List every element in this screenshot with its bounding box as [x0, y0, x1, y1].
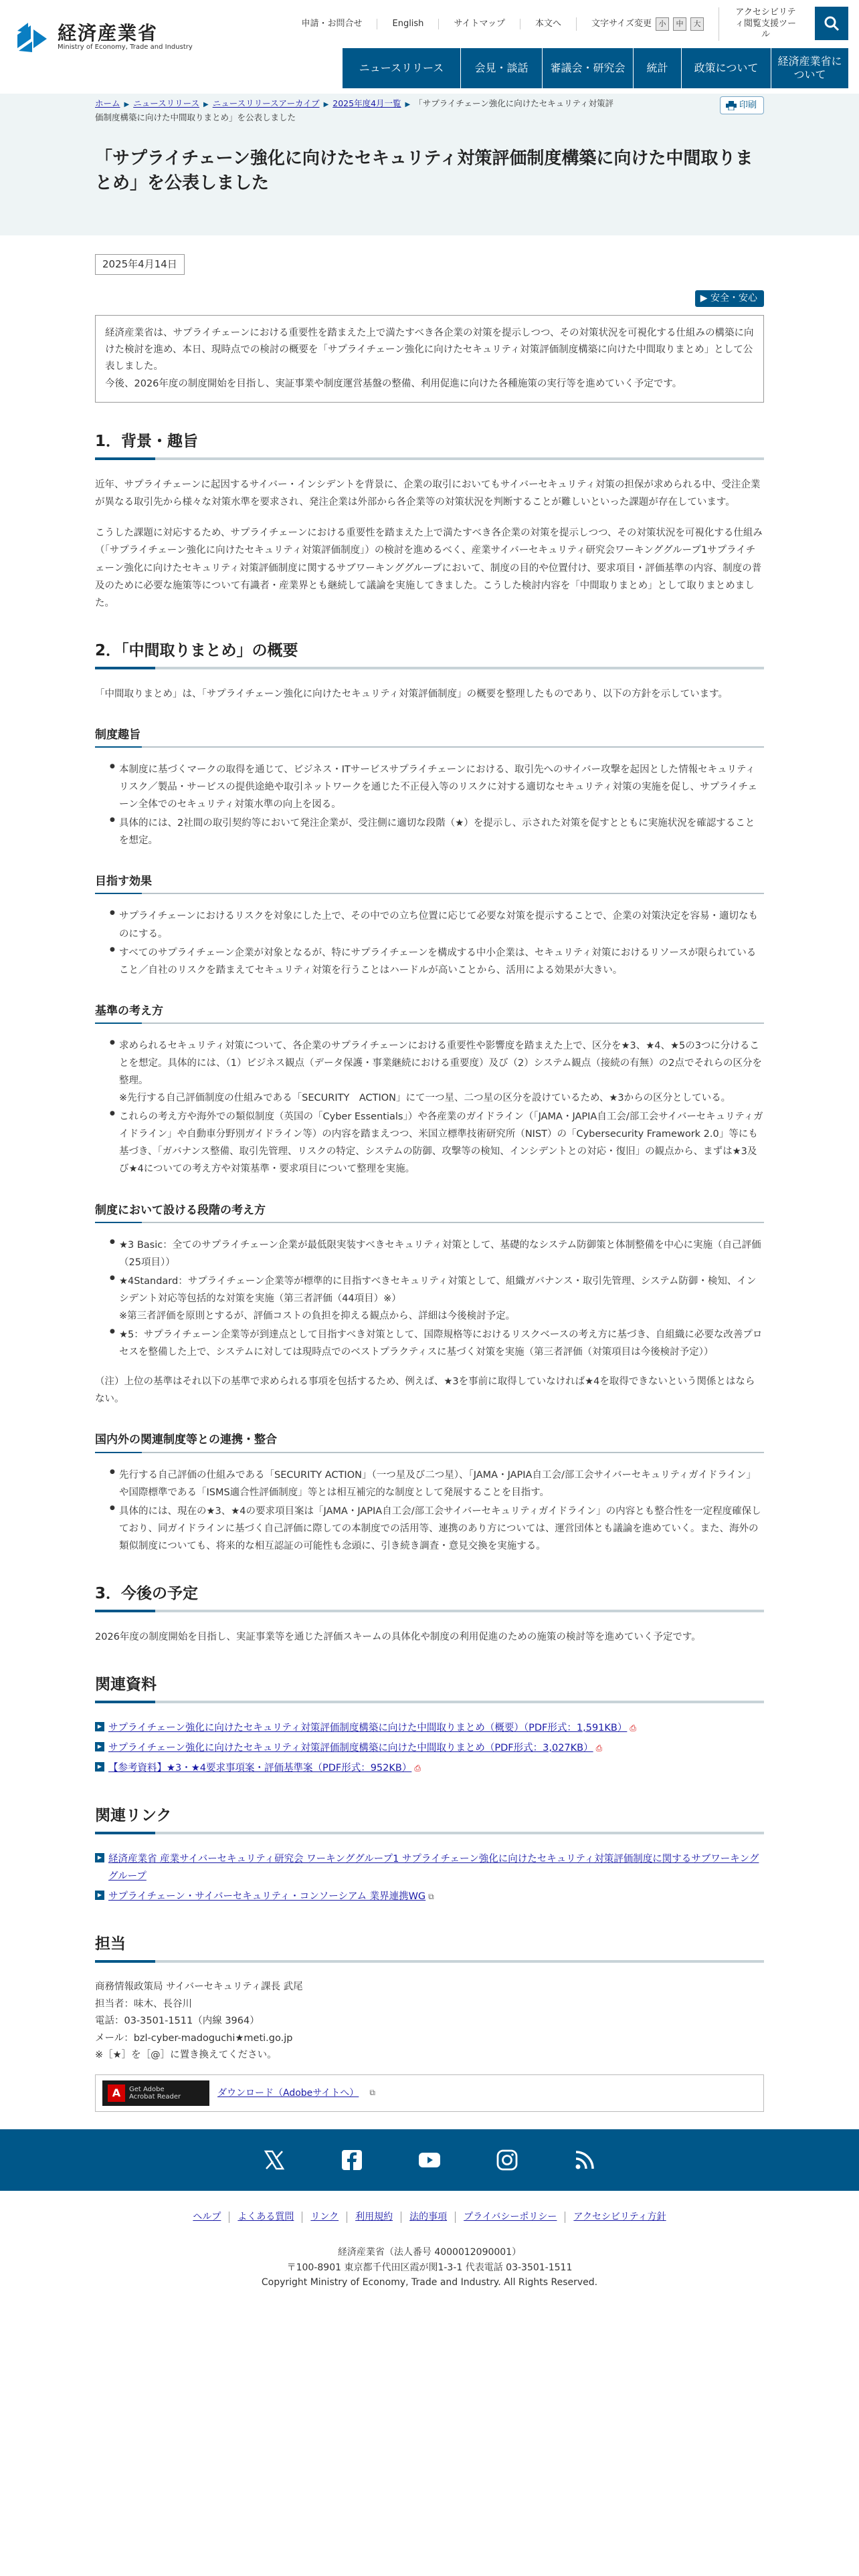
schedule-paragraph: 2026年度の制度開始を目指し、実証事業等を通じた評価スキームの具体化や制度の利用促進のための施策の検討等を進めていく予定です。 — [95, 1631, 701, 1642]
list-item: ● 本制度に基づくマークの取得を通じて、ビジネス・ITサービスサプライチェーンにおける、取引先へのサイバー攻撃を起因とした情報セキュリティリスク／製品・サービスの提供途絶や取引ネットワークを通じた不正侵入等のリスクに対する適切なセキュリティ対策の実施を促し、サプライチェーン全体でのセキュリティ対策水準の向上を図る。 — [110, 761, 764, 813]
effects-list — [110, 907, 764, 978]
footer-copyright: Copyright Ministry of Economy, Trade and Industry. All Rights Reserved. — [261, 2277, 598, 2288]
main-content — [95, 235, 764, 2112]
summary-box — [95, 315, 764, 403]
print-button[interactable] — [720, 96, 764, 114]
badge-line-1: Get Adobe — [129, 2086, 165, 2094]
nav-councils[interactable]: 審議会・研究会 — [542, 48, 633, 88]
rss-icon[interactable] — [573, 2149, 596, 2171]
font-size-label: 文字サイズ変更 — [591, 18, 652, 29]
list-item: ● 具体的には、2社間の取引契約等において発注企業が、受注側に適切な段階（★）を提示し、示された対策を促すとともに実施状況を確認することを想定。 — [110, 815, 764, 849]
printer-icon — [726, 101, 737, 110]
footer-link-terms[interactable]: 利用規約 — [355, 2212, 393, 2223]
contact-info — [95, 1979, 764, 2064]
related-link-consortium[interactable]: サプライチェーン・サイバーセキュリティ・コンソーシアム 業界連携WG — [108, 1891, 426, 1903]
background-paragraph-1: 近年、サプライチェーンに起因するサイバー・インシデントを背景に、企業の取引においてもサイバーセキュリティ対策の担保が求められる中、受注企業が異なる取引先から様々な対策水準を要求され、発注企業は外部から各企業等の対策状況を判断することが難しいといった課題が存在しています。 — [95, 479, 761, 508]
site-logo[interactable] — [13, 19, 193, 56]
footer-address: 〒100-8901 東京都千代田区霞が関1-3-1 代表電話 03-3501-1511 — [286, 2262, 573, 2273]
font-size-medium-button[interactable]: 中 — [673, 17, 686, 31]
list-item — [95, 1888, 764, 1905]
breadcrumb-separator-icon: ▶ — [405, 101, 411, 108]
footer-info — [0, 2245, 859, 2290]
sns-bar — [0, 2129, 859, 2191]
subheading-effects: 目指す効果 — [95, 872, 764, 894]
section-heading-related-docs: 関連資料 — [95, 1673, 764, 1703]
footer-link-links[interactable]: リンク — [310, 2212, 339, 2223]
util-link-sitemap[interactable]: サイトマップ — [438, 19, 520, 30]
title-area — [0, 94, 859, 235]
publish-date: 2025年4月14日 — [95, 254, 185, 275]
footer-link-legal[interactable]: 法的事項 — [409, 2212, 448, 2223]
badge-line-2: Acrobat Reader — [129, 2093, 181, 2101]
doc-link-summary-pdf[interactable]: サプライチェーン強化に向けたセキュリティ対策評価制度構築に向けた中間取りまとめ（概要）（PDF形式：1,591KB） — [108, 1722, 628, 1733]
related-links-list — [95, 1850, 764, 1905]
util-link-english[interactable]: English — [377, 19, 438, 30]
levels-list — [110, 1237, 764, 1362]
accessibility-tool-link[interactable]: アクセシビリティ閲覧支援ツール — [719, 7, 812, 41]
list-item: ● ★5：サプライチェーン企業等が到達点として目指すべき対策として、国際規格等におけるリスクベースの考え方に基づき、自組織に必要な改善プロセスを整備した上で、システムに対しては現時点でのベストプラクティスに基づく対策を実施（第三者評価（対策項目は今後検討予定）） — [110, 1326, 764, 1361]
external-link-icon: ⧉ — [369, 2088, 375, 2098]
logo-text-jp: 経済産業省 — [58, 21, 159, 44]
contact-persons: 担当者：味木、長谷川 — [95, 1998, 192, 2010]
search-icon — [824, 15, 840, 31]
list-item — [95, 1739, 764, 1757]
breadcrumb-april-list[interactable]: 2025年度4月一覧 — [332, 98, 401, 108]
related-docs-list — [95, 1719, 764, 1777]
list-item — [95, 1850, 764, 1885]
list-item: ● 具体的には、現在の★3、★4の要求項目案は「JAMA・JAPIA自工会/部工会サイバーセキュリティガイドライン」の内容とも整合性を一定程度確保しており、同ガイドラインに基づく自己評価に際しての本制度での活用等、連携のあり方については、運営団体とも議論を進めていく。また、海外の類似制度についても、将来的な相互認証の可能性も念頭に、引き続き調査・意見交換を実施する。 — [110, 1503, 764, 1555]
section-heading-schedule: 3．今後の予定 — [95, 1582, 764, 1612]
subheading-levels: 制度において設ける段階の考え方 — [95, 1201, 764, 1223]
contact-department: 商務情報政策局 サイバーセキュリティ課長 武尾 — [95, 1981, 303, 1993]
list-item: ● これらの考え方や海外での類似制度（英国の「Cyber Essentials」）や各産業のガイドライン（「JAMA・JAPIA自工会/部工会サイバーセキュリティガイドライン」や自動車分野別ガイドライン等）の内容を踏まえつつ、米国立標準技術研究所（NIST）の「Cybersecurity Framework 2.0」等にも基づき、「ガバナンス整備、取引先管理、リスクの特定、システムの防御、攻撃等の検知、インシデントとの対応・復旧」の観点から、まずは★3及び★4についての考え方や対策基準・要求項目について整理を実施。 — [110, 1108, 764, 1178]
contact-phone: 電話：03-3501-1511（内線 3964） — [95, 2016, 260, 2027]
list-item — [95, 1759, 764, 1777]
doc-link-reference-pdf[interactable]: 【参考資料】★3・★4要求事項案・評価基準案（PDF形式：952KB） — [108, 1763, 412, 1774]
footer-link-accessibility[interactable]: アクセシビリティ方針 — [573, 2212, 666, 2223]
levels-note: （注）上位の基準はそれ以下の基準で求められる事項を包括するため、例えば、★3を事前に取得していなければ★4を取得できないという関係とはならない。 — [95, 1376, 755, 1405]
external-link-icon: ⧉ — [428, 1892, 434, 1902]
footer-link-help[interactable]: ヘルプ — [193, 2212, 221, 2223]
breadcrumb — [95, 96, 617, 125]
util-link-contact[interactable]: 申請・お問合せ — [301, 18, 363, 29]
section-heading-contact: 担当 — [95, 1932, 764, 1963]
list-item: ● 先行する自己評価の仕組みである「SECURITY ACTION」（一つ星及び二つ星）、「JAMA・JAPIA自工会/部工会サイバーセキュリティガイドライン」や国際標準である「ISMS適合性評価制度」等とは相互補完的な制度として発展することを目指す。 — [110, 1467, 764, 1501]
global-nav — [343, 48, 848, 88]
footer-links — [0, 2210, 859, 2225]
nav-press-conference[interactable]: 会見・談話 — [460, 48, 542, 88]
util-link-skip-to-content[interactable]: 本文へ — [520, 19, 576, 30]
site-header — [0, 0, 859, 94]
pdf-icon: ⎙ — [630, 1723, 636, 1733]
subheading-coordination: 国内外の関連制度等との連携・整合 — [95, 1430, 764, 1453]
section-heading-related-links: 関連リンク — [95, 1804, 764, 1834]
breadcrumb-separator-icon: ▶ — [203, 101, 209, 108]
contact-email-note: ※［★］を［@］に置き換えてください。 — [95, 2049, 277, 2060]
triangle-right-icon: ▶ — [700, 292, 710, 304]
purpose-list — [110, 761, 764, 849]
category-tag-safety[interactable] — [695, 290, 764, 307]
section-heading-overview: 2．「中間取りまとめ」の概要 — [95, 639, 764, 669]
footer-org: 経済産業省（法人番号 4000012090001） — [337, 2247, 522, 2258]
list-item: ● すべてのサプライチェーン企業が対象となるが、特にサプライチェーンを構成する中小企業は、セキュリティ対策におけるリソースが限られていること／自社のリスクを踏まえてセキュリティ対策を行うことはハードルが高いことから、活用による効果が大きい。 — [110, 944, 764, 979]
adobe-download-link[interactable]: ダウンロード（Adobeサイトへ） — [217, 2087, 359, 2099]
nav-statistics[interactable]: 統計 — [633, 48, 681, 88]
breadcrumb-home[interactable]: ホーム — [95, 98, 120, 108]
breadcrumb-separator-icon: ▶ — [323, 101, 329, 108]
list-item: ● サプライチェーンにおけるリスクを対象にした上で、その中での立ち位置に応じて必要な対策を提示することで、企業の対策決定を容易・適切なものにする。 — [110, 907, 764, 942]
list-item: ● 求められるセキュリティ対策について、各企業のサプライチェーンにおける重要性や影響度を踏まえた上で、区分を★3、★4、★5の3つに分けることを想定。具体的には、（1）ビジネス観点（データ保護・事業継続における重要度）及び（2）システム観点（接続の有無）の2点でそれらの区分を整理。 ※先行する自己評価制度の仕組みである「SECURITY ACTION」にて一つ星、二つ星の区分を設けているため、★3からの区分としている。 — [110, 1037, 764, 1107]
nav-news-release[interactable]: ニュースリリース — [359, 62, 444, 74]
pdf-icon: ⎙ — [414, 1763, 421, 1774]
doc-link-full-pdf[interactable]: サプライチェーン強化に向けたセキュリティ対策評価制度構築に向けた中間取りまとめ（PDF形式：3,027KB） — [108, 1743, 593, 1754]
youtube-icon[interactable] — [418, 2149, 441, 2171]
acrobat-reader-badge[interactable] — [102, 2080, 209, 2106]
background-paragraph-2: こうした課題に対応するため、サプライチェーンにおける重要性を踏まえた上で満たすべき各企業の対策を提示しつつ、その対策状況を可視化する仕組み（「サプライチェーン強化に向けたセキュリティ対策評価制度」）の検討を進めるべく、産業サイバーセキュリティ研究会ワーキンググループ1サプライチェーン強化に向けたセキュリティ対策評価制度に関するサブワーキンググループにおいて、制度の目的や位置付け、要求項目・評価基準の内容、制度の普及のために必要な施策等について有識者・産業界とも継続して議論を実施してきました。こうした検討内容を「中間取りまとめ」として取りまとめました。 — [95, 528, 763, 609]
font-size-large-button[interactable]: 大 — [690, 17, 704, 31]
facebook-icon[interactable] — [341, 2149, 363, 2171]
logo-text-en: Ministry of Economy, Trade and Industry — [58, 43, 193, 51]
footer-link-privacy[interactable]: プライバシーポリシー — [464, 2212, 557, 2223]
approach-list — [110, 1037, 764, 1178]
subheading-purpose: 制度趣旨 — [95, 726, 764, 748]
section-heading-background: 1．背景・趣旨 — [95, 429, 764, 460]
list-item — [95, 1719, 764, 1737]
acrobat-reader-box — [95, 2074, 764, 2112]
font-size-small-button[interactable]: 小 — [656, 17, 669, 31]
search-button[interactable] — [815, 7, 848, 40]
breadcrumb-news-release[interactable]: ニュースリリース — [133, 98, 199, 108]
font-size-control — [576, 17, 719, 31]
coordination-list — [110, 1467, 764, 1555]
breadcrumb-current: 「サプライチェーン強化に向けたセキュリティ対策評価制度構築に向けた中間取りまとめ」を公表しました — [95, 98, 614, 123]
pdf-icon: ⎙ — [595, 1743, 603, 1753]
adobe-acrobat-icon: A — [108, 2084, 125, 2102]
breadcrumb-separator-icon: ▶ — [124, 101, 130, 108]
related-link-subworking-group[interactable]: 経済産業省 産業サイバーセキュリティ研究会 ワーキンググループ1 サプライチェーン強化に向けたセキュリティ対策評価制度に関するサブワーキンググループ — [108, 1854, 759, 1883]
list-item: ● ★3 Basic：全てのサプライチェーン企業が最低限実装すべきセキュリティ対策として、基礎的なシステム防御策と体制整備を中心に実施（自己評価（25項目）） — [110, 1237, 764, 1271]
utility-nav — [286, 7, 812, 41]
breadcrumb-archive[interactable]: ニュースリリースアーカイブ — [212, 98, 320, 108]
contact-email: メール：bzl-cyber-madoguchi★meti.go.jp — [95, 2032, 293, 2044]
nav-about-meti[interactable]: 経済産業省について — [771, 48, 848, 88]
summary-paragraph-2: 今後、2026年度の制度開始を目指し、実証事業や制度運営基盤の整備、利用促進に向けた各種施策の実行等を進めていく予定です。 — [105, 378, 682, 389]
print-label: 印刷 — [739, 100, 757, 110]
footer-link-faq[interactable]: よくある質問 — [237, 2212, 294, 2223]
category-tag-label: 安全・安心 — [710, 292, 757, 304]
subheading-approach: 基準の考え方 — [95, 1002, 764, 1024]
overview-intro: 「中間取りまとめ」は、「サプライチェーン強化に向けたセキュリティ対策評価制度」の概要を整理したものであり、以下の方針を示しています。 — [95, 688, 728, 700]
page-title: 「サプライチェーン強化に向けたセキュリティ対策評価制度構築に向けた中間取りまとめ」を公表しました — [95, 148, 753, 194]
nav-policy[interactable]: 政策について — [681, 48, 771, 88]
x-twitter-icon[interactable] — [263, 2149, 286, 2171]
meti-logo-icon — [13, 19, 51, 56]
summary-paragraph-1: 経済産業省は、サプライチェーンにおける重要性を踏まえた上で満たすべき各企業の対策を提示しつつ、その対策状況を可視化する仕組みの構築に向けた検討を進め、本日、現時点での検討の概要を「サプライチェーン強化に向けたセキュリティ対策評価制度構築に向けた中間取りまとめ」として公表しました。 — [105, 327, 754, 372]
instagram-icon[interactable] — [496, 2149, 518, 2171]
list-item: ● ★4Standard：サプライチェーン企業等が標準的に目指すべきセキュリティ対策として、組織ガバナンス・取引先管理、システム防御・検知、インシデント対応等包括的な対策を実施（第三者評価（44項目）※） ※第三者評価を原則とするが、評価コストの負担を抑える観点から、詳細は今後検討予定。 — [110, 1273, 764, 1325]
